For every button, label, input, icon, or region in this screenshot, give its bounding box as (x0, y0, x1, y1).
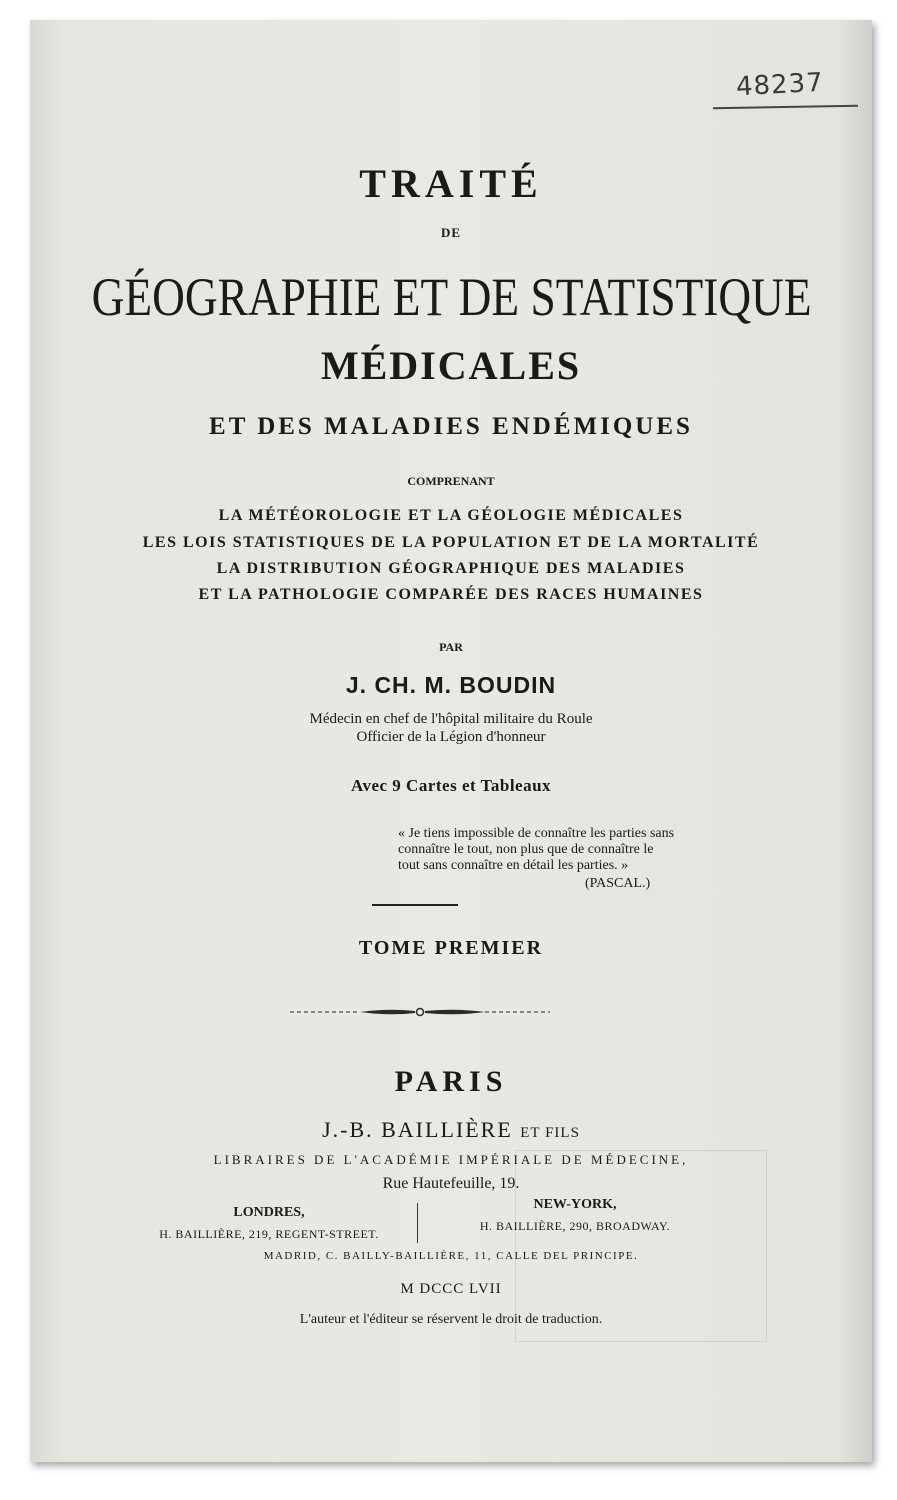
epigraph-line-3: tout sans connaître en détail les parties. » (398, 858, 629, 873)
author-affiliation-1: Médecin en chef de l'hôpital militaire du Roule (309, 711, 593, 727)
maps-note: Avec 9 Cartes et Tableaux (350, 776, 552, 795)
imprint-address: Rue Hautefeuille, 19. (382, 1175, 520, 1192)
shelfmark-handwritten: 48237 (735, 67, 825, 103)
volume-label: TOME PREMIER (358, 937, 544, 959)
subtitle-line: LA MÉTÉOROLOGIE ET LA GÉOLOGIE MÉDICALES (218, 507, 684, 524)
epigraph-attribution: (PASCAL.) (585, 876, 651, 891)
column-separator (417, 1203, 418, 1243)
title-line-1: TRAITÉ (359, 161, 543, 206)
subtitle-line: LA DISTRIBUTION GÉOGRAPHIQUE DES MALADIES (216, 560, 686, 577)
imprint-city: PARIS (394, 1065, 508, 1098)
london-label: LONDRES, (233, 1205, 305, 1220)
london-address: H. BAILLIÈRE, 219, REGENT-STREET. (159, 1227, 379, 1241)
newyork-label: NEW-YORK, (533, 1197, 617, 1212)
author-affiliation-2: Officier de la Légion d'honneur (356, 729, 546, 745)
title-line-3: GÉOGRAPHIE ET DE STATISTIQUE (91, 267, 812, 327)
rights-notice: L'auteur et l'éditeur se réservent le droit de traduction. (299, 1312, 603, 1327)
publisher-name: J.-B. BAILLIÈRE (322, 1117, 513, 1142)
title-line-5: ET DES MALADIES ENDÉMIQUES (209, 413, 693, 440)
publisher-suffix: ET FILS (520, 1125, 580, 1141)
title-line-4: MÉDICALES (320, 343, 582, 388)
divider-rule (372, 904, 458, 906)
epigraph-line-1: « Je tiens impossible de connaître les parties sans (398, 826, 675, 841)
publication-year: M DCCC LVII (400, 1281, 502, 1297)
madrid-address: MADRID, C. BAILLY-BAILLIÈRE, 11, CALLE DEL PRINCIPE. (263, 1250, 639, 1262)
imprint-publisher (30, 1117, 872, 1143)
author-by: PAR (439, 640, 463, 654)
subtitle-line: ET LA PATHOLOGIE COMPARÉE DES RACES HUMAINES (198, 586, 704, 603)
epigraph-line-2: connaître le tout, non plus que de connaître le (398, 842, 654, 857)
ornamental-divider-icon (290, 1005, 550, 1019)
title-page (30, 20, 872, 1462)
subtitle-line: LES LOIS STATISTIQUES DE LA POPULATION ET DE LA MORTALITÉ (142, 534, 760, 551)
subtitle-intro: COMPRENANT (407, 474, 495, 488)
author-name: J. CH. M. BOUDIN (345, 672, 557, 698)
title-line-2: DE (440, 225, 462, 240)
shelfmark-underline (713, 105, 858, 110)
imprint-description: LIBRAIRES DE L'ACADÉMIE IMPÉRIALE DE MÉDECINE, (213, 1152, 689, 1167)
newyork-address: H. BAILLIÈRE, 290, BROADWAY. (479, 1219, 671, 1233)
